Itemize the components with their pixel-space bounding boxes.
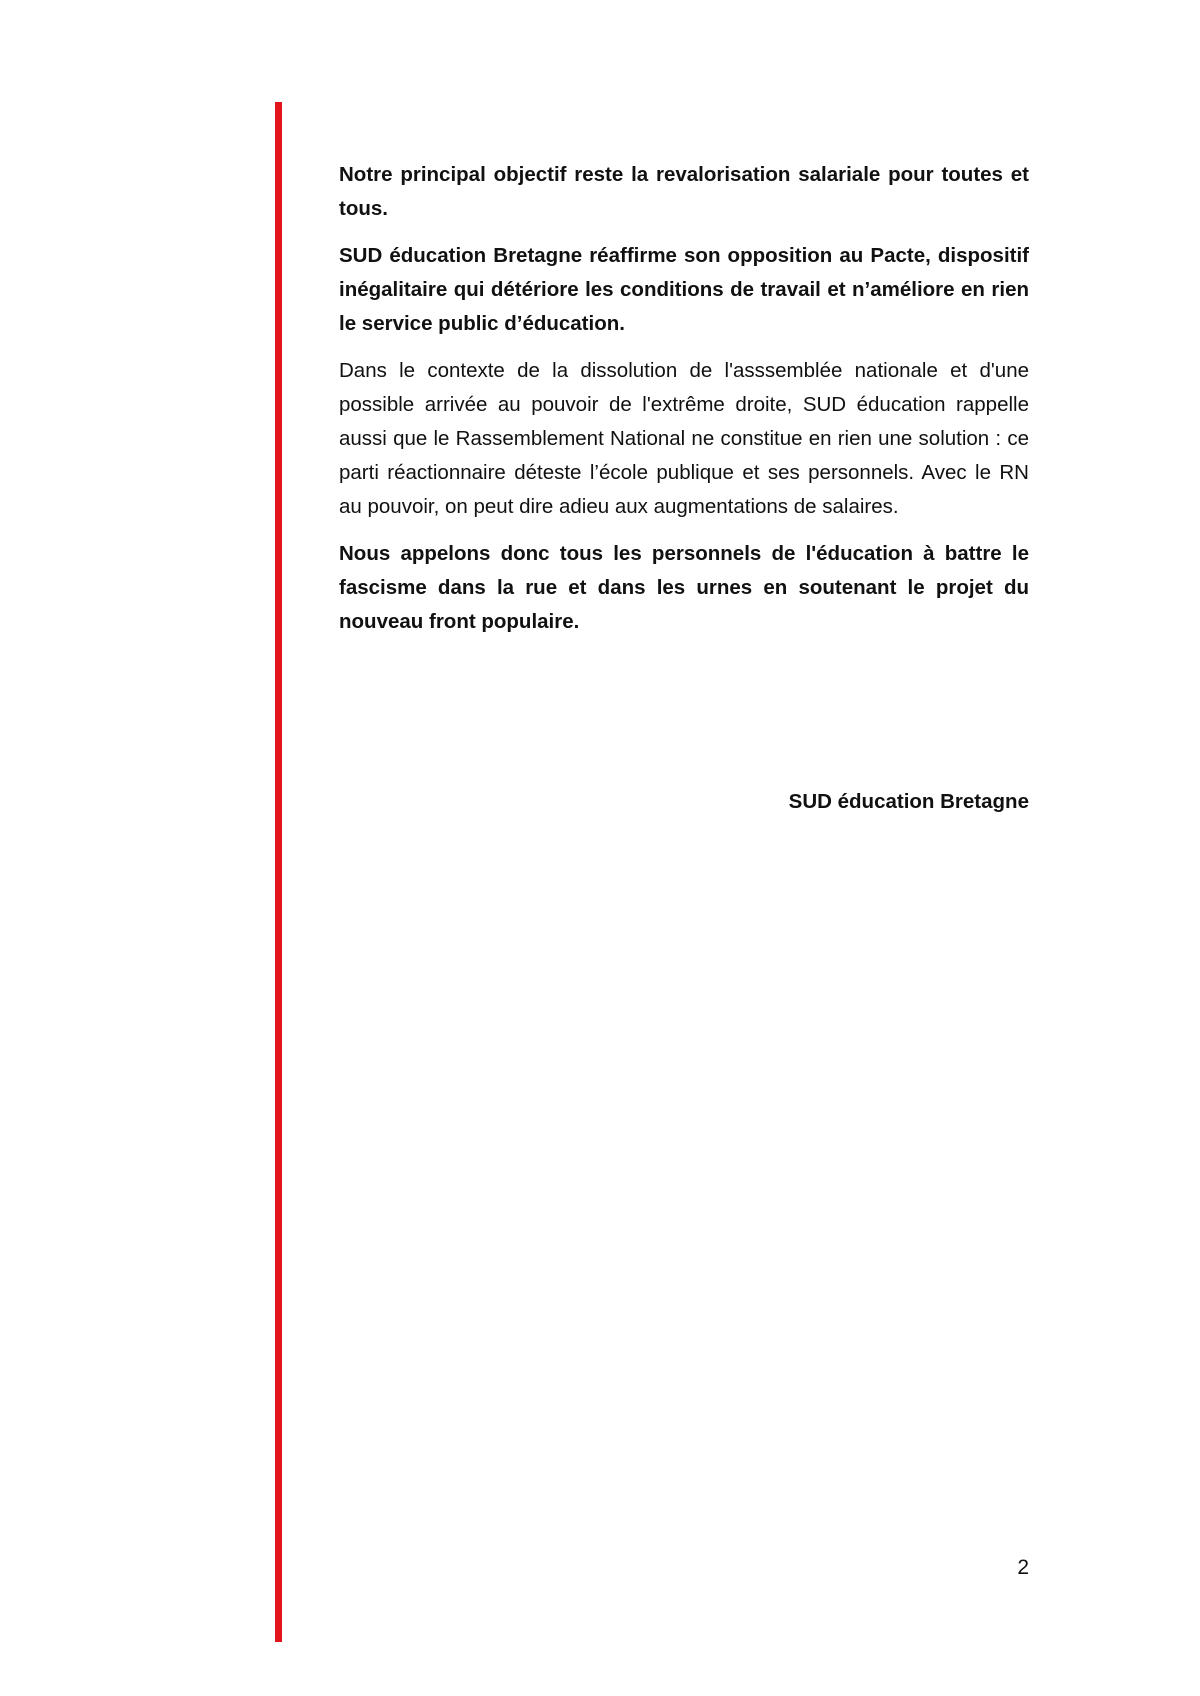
page-number: 2 <box>1017 1556 1029 1579</box>
paragraph-call-to-action: Nous appelons donc tous les personnels de l'éducation à battre le fascisme dans la rue et dans les urnes en soutenant le projet du nouveau front populaire. <box>339 542 1029 633</box>
signature: SUD éducation Bretagne <box>788 790 1029 813</box>
red-margin-rule <box>275 102 282 1642</box>
document-body <box>339 158 1029 652</box>
paragraph-pacte-opposition: SUD éducation Bretagne réaffirme son opposition au Pacte, dispositif inégalitaire qui détériore les conditions de travail et n’améliore en rien le service public d’éducation. <box>339 244 1029 335</box>
paragraph-context: Dans le contexte de la dissolution de l'asssemblée nationale et d'une possible arrivée au pouvoir de l'extrême droite, SUD éducation rappelle aussi que le Rassemblement National ne constitue en rien une solution : ce parti réactionnaire déteste l’école publique et ses personnels. Avec le RN au pouvoir, on peut dire adieu aux augmentations de salaires. <box>339 359 1029 518</box>
paragraph-objective: Notre principal objectif reste la revalorisation salariale pour toutes et tous. <box>339 163 1029 220</box>
